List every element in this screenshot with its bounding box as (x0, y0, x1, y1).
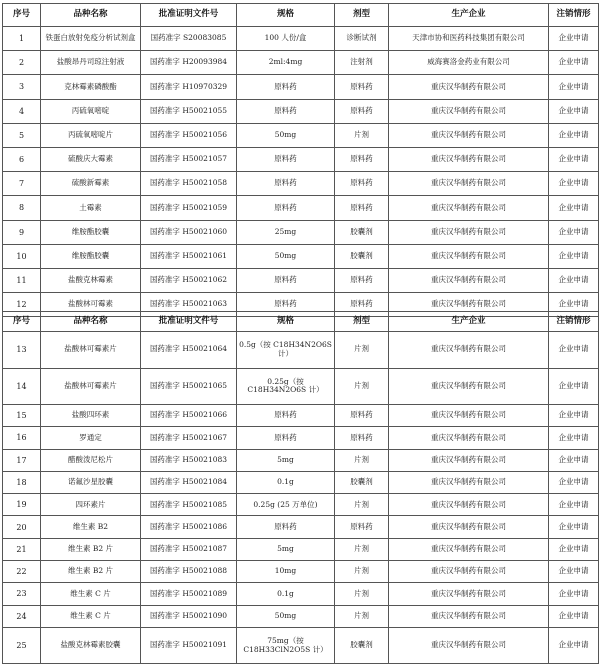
cell-dosage-form: 片剂 (335, 561, 389, 583)
cell-cancel-status: 企业申请 (549, 368, 599, 405)
header-status: 注销情形 (549, 4, 599, 27)
cell-cancel-status: 企业申请 (549, 268, 599, 292)
cell-approval-number: 国药准字 H50021057 (141, 147, 237, 171)
cell-approval-number: 国药准字 H50021090 (141, 605, 237, 627)
table-row (3, 471, 599, 493)
cell-spec: 50mg (237, 605, 335, 627)
cell-manufacturer: 重庆汉华制药有限公司 (389, 244, 549, 268)
cell-approval-number: 国药准字 H50021064 (141, 332, 237, 369)
cell-product-name: 维生素 C 片 (41, 605, 141, 627)
cell-spec: 100 人份/盒 (237, 27, 335, 51)
cell-manufacturer: 重庆汉华制药有限公司 (389, 196, 549, 220)
cell-spec: 0.5g（按 C18H34N2O6S 计） (237, 332, 335, 369)
cell-approval-number: 国药准字 H50021063 (141, 293, 237, 317)
cell-product-name: 盐酸四环素 (41, 405, 141, 427)
table-row (3, 196, 599, 220)
cell-seq: 16 (3, 427, 41, 449)
cell-approval-number: 国药准字 H50021062 (141, 268, 237, 292)
cell-seq: 9 (3, 220, 41, 244)
cell-spec: 50mg (237, 123, 335, 147)
cell-spec: 10mg (237, 561, 335, 583)
cell-product-name: 丙硫氧嘧啶 (41, 99, 141, 123)
cell-cancel-status: 企业申请 (549, 220, 599, 244)
cell-spec: 2ml:4mg (237, 51, 335, 75)
table-row (3, 147, 599, 171)
cell-spec: 5mg (237, 449, 335, 471)
cell-dosage-form: 片剂 (335, 583, 389, 605)
table-row (3, 123, 599, 147)
cell-cancel-status: 企业申请 (549, 196, 599, 220)
cell-cancel-status: 企业申请 (549, 561, 599, 583)
table-row (3, 427, 599, 449)
cell-product-name: 硫酸庆大霉素 (41, 147, 141, 171)
cell-spec: 0.1g (237, 471, 335, 493)
table-row (3, 99, 599, 123)
table-header-row (3, 312, 599, 332)
table-row (3, 220, 599, 244)
table-row (3, 172, 599, 196)
cell-dosage-form: 片剂 (335, 332, 389, 369)
cell-dosage-form: 原料药 (335, 268, 389, 292)
cell-product-name: 盐酸林可霉素 (41, 293, 141, 317)
cell-manufacturer: 重庆汉华制药有限公司 (389, 561, 549, 583)
cell-seq: 13 (3, 332, 41, 369)
cell-cancel-status: 企业申请 (549, 75, 599, 99)
cell-product-name: 罗通定 (41, 427, 141, 449)
cell-product-name: 丙硫氧嘧啶片 (41, 123, 141, 147)
cell-manufacturer: 重庆汉华制药有限公司 (389, 405, 549, 427)
cell-cancel-status: 企业申请 (549, 583, 599, 605)
cell-cancel-status: 企业申请 (549, 449, 599, 471)
cell-seq: 23 (3, 583, 41, 605)
table-row (3, 405, 599, 427)
cell-manufacturer: 重庆汉华制药有限公司 (389, 220, 549, 244)
cell-product-name: 醋酸泼尼松片 (41, 449, 141, 471)
cell-manufacturer: 重庆汉华制药有限公司 (389, 123, 549, 147)
cell-manufacturer: 重庆汉华制药有限公司 (389, 99, 549, 123)
cell-approval-number: 国药准字 H10970329 (141, 75, 237, 99)
cell-cancel-status: 企业申请 (549, 627, 599, 664)
cell-spec: 原料药 (237, 268, 335, 292)
table-row (3, 538, 599, 560)
cell-seq: 4 (3, 99, 41, 123)
cell-cancel-status: 企业申请 (549, 494, 599, 516)
cell-product-name: 维生素 C 片 (41, 583, 141, 605)
cell-seq: 11 (3, 268, 41, 292)
cell-approval-number: 国药准字 H50021059 (141, 196, 237, 220)
cancellation-table-part-2 (2, 311, 599, 664)
cell-cancel-status: 企业申请 (549, 538, 599, 560)
cell-spec: 原料药 (237, 99, 335, 123)
cell-dosage-form: 片剂 (335, 538, 389, 560)
cell-spec: 原料药 (237, 196, 335, 220)
table-row (3, 605, 599, 627)
cell-dosage-form: 原料药 (335, 99, 389, 123)
cell-dosage-form: 原料药 (335, 172, 389, 196)
cell-approval-number: 国药准字 H50021086 (141, 516, 237, 538)
table-header-row (3, 4, 599, 27)
cell-manufacturer: 重庆汉华制药有限公司 (389, 268, 549, 292)
cell-approval-number: 国药准字 H50021085 (141, 494, 237, 516)
cell-cancel-status: 企业申请 (549, 516, 599, 538)
cell-seq: 2 (3, 51, 41, 75)
cell-spec: 原料药 (237, 172, 335, 196)
cell-cancel-status: 企业申请 (549, 605, 599, 627)
table-row (3, 268, 599, 292)
cell-seq: 20 (3, 516, 41, 538)
cell-cancel-status: 企业申请 (549, 427, 599, 449)
cell-dosage-form: 原料药 (335, 405, 389, 427)
header-name: 品种名称 (41, 4, 141, 27)
cell-manufacturer: 天津市协和医药科技集团有限公司 (389, 27, 549, 51)
cell-manufacturer: 重庆汉华制药有限公司 (389, 293, 549, 317)
cell-manufacturer: 威海赛洛金药业有限公司 (389, 51, 549, 75)
cell-cancel-status: 企业申请 (549, 147, 599, 171)
cell-product-name: 维生素 B2 片 (41, 561, 141, 583)
cell-seq: 5 (3, 123, 41, 147)
cell-seq: 14 (3, 368, 41, 405)
table-row (3, 75, 599, 99)
cell-dosage-form: 胶囊剂 (335, 220, 389, 244)
cell-cancel-status: 企业申请 (549, 123, 599, 147)
cell-spec: 原料药 (237, 293, 335, 317)
cell-product-name: 诺氟沙星胶囊 (41, 471, 141, 493)
cell-spec: 原料药 (237, 75, 335, 99)
cell-spec: 原料药 (237, 147, 335, 171)
cell-dosage-form: 原料药 (335, 75, 389, 99)
cell-manufacturer: 重庆汉华制药有限公司 (389, 605, 549, 627)
cell-seq: 21 (3, 538, 41, 560)
cell-manufacturer: 重庆汉华制药有限公司 (389, 516, 549, 538)
cell-approval-number: 国药准字 H50021055 (141, 99, 237, 123)
cell-approval-number: 国药准字 H50021083 (141, 449, 237, 471)
cell-product-name: 盐酸林可霉素片 (41, 332, 141, 369)
header-manufacturer: 生产企业 (389, 4, 549, 27)
cell-approval-number: 国药准字 H50021088 (141, 561, 237, 583)
table-row (3, 332, 599, 369)
table-row (3, 368, 599, 405)
table-row (3, 449, 599, 471)
table-row (3, 27, 599, 51)
cell-approval-number: 国药准字 H50021058 (141, 172, 237, 196)
cell-cancel-status: 企业申请 (549, 172, 599, 196)
cell-dosage-form: 原料药 (335, 196, 389, 220)
cell-product-name: 硫酸新霉素 (41, 172, 141, 196)
cell-manufacturer: 重庆汉华制药有限公司 (389, 583, 549, 605)
cell-product-name: 盐酸昂丹司琼注射液 (41, 51, 141, 75)
cell-manufacturer: 重庆汉华制药有限公司 (389, 368, 549, 405)
cancellation-table-part-1 (2, 3, 599, 317)
cell-dosage-form: 胶囊剂 (335, 627, 389, 664)
cell-product-name: 克林霉素磷酸酯 (41, 75, 141, 99)
cell-manufacturer: 重庆汉华制药有限公司 (389, 627, 549, 664)
cell-dosage-form: 胶囊剂 (335, 471, 389, 493)
cell-seq: 19 (3, 494, 41, 516)
cell-product-name: 维胺酯胶囊 (41, 220, 141, 244)
cell-dosage-form: 原料药 (335, 516, 389, 538)
cell-cancel-status: 企业申请 (549, 471, 599, 493)
cell-dosage-form: 片剂 (335, 368, 389, 405)
cell-dosage-form: 片剂 (335, 449, 389, 471)
cell-product-name: 盐酸克林霉素胶囊 (41, 627, 141, 664)
cell-manufacturer: 重庆汉华制药有限公司 (389, 471, 549, 493)
cell-product-name: 维生素 B2 片 (41, 538, 141, 560)
cell-manufacturer: 重庆汉华制药有限公司 (389, 147, 549, 171)
header-seq: 序号 (3, 4, 41, 27)
cell-spec: 50mg (237, 244, 335, 268)
cell-seq: 1 (3, 27, 41, 51)
cell-approval-number: 国药准字 H50021056 (141, 123, 237, 147)
cell-approval-number: 国药准字 H50021067 (141, 427, 237, 449)
cell-seq: 25 (3, 627, 41, 664)
cell-dosage-form: 原料药 (335, 427, 389, 449)
cell-spec: 25mg (237, 220, 335, 244)
cell-product-name: 维生素 B2 (41, 516, 141, 538)
cell-seq: 15 (3, 405, 41, 427)
header-dosage: 剂型 (335, 312, 389, 332)
cell-seq: 8 (3, 196, 41, 220)
cell-spec: 0.25g（按 C18H34N2O6S 计） (237, 368, 335, 405)
cell-spec: 0.1g (237, 583, 335, 605)
header-spec: 规格 (237, 4, 335, 27)
cell-approval-number: 国药准字 H50021060 (141, 220, 237, 244)
cell-approval-number: 国药准字 H50021061 (141, 244, 237, 268)
cell-manufacturer: 重庆汉华制药有限公司 (389, 449, 549, 471)
table-row (3, 583, 599, 605)
cell-product-name: 维胺酯胶囊 (41, 244, 141, 268)
cell-manufacturer: 重庆汉华制药有限公司 (389, 494, 549, 516)
header-approval: 批准证明文件号 (141, 312, 237, 332)
cell-cancel-status: 企业申请 (549, 293, 599, 317)
cell-dosage-form: 注射剂 (335, 51, 389, 75)
cell-approval-number: 国药准字 H50021084 (141, 471, 237, 493)
cell-product-name: 盐酸克林霉素 (41, 268, 141, 292)
cell-seq: 18 (3, 471, 41, 493)
header-seq: 序号 (3, 312, 41, 332)
cell-manufacturer: 重庆汉华制药有限公司 (389, 538, 549, 560)
cell-seq: 7 (3, 172, 41, 196)
cell-cancel-status: 企业申请 (549, 332, 599, 369)
cell-dosage-form: 片剂 (335, 605, 389, 627)
cell-seq: 17 (3, 449, 41, 471)
cell-cancel-status: 企业申请 (549, 244, 599, 268)
cell-cancel-status: 企业申请 (549, 51, 599, 75)
table-row (3, 244, 599, 268)
cell-approval-number: 国药准字 H50021066 (141, 405, 237, 427)
cell-approval-number: 国药准字 H50021065 (141, 368, 237, 405)
cell-manufacturer: 重庆汉华制药有限公司 (389, 427, 549, 449)
cell-manufacturer: 重庆汉华制药有限公司 (389, 75, 549, 99)
cell-dosage-form: 诊断试剂 (335, 27, 389, 51)
cell-dosage-form: 原料药 (335, 293, 389, 317)
cell-seq: 6 (3, 147, 41, 171)
cell-spec: 0.25g (25 万单位) (237, 494, 335, 516)
cell-dosage-form: 胶囊剂 (335, 244, 389, 268)
cell-seq: 12 (3, 293, 41, 317)
cell-spec: 原料药 (237, 427, 335, 449)
cell-dosage-form: 片剂 (335, 123, 389, 147)
cell-approval-number: 国药准字 S20083085 (141, 27, 237, 51)
cell-dosage-form: 原料药 (335, 147, 389, 171)
cell-spec: 原料药 (237, 405, 335, 427)
table-row (3, 516, 599, 538)
table-row (3, 494, 599, 516)
cell-seq: 10 (3, 244, 41, 268)
cell-spec: 原料药 (237, 516, 335, 538)
header-manufacturer: 生产企业 (389, 312, 549, 332)
header-dosage: 剂型 (335, 4, 389, 27)
cell-seq: 3 (3, 75, 41, 99)
cell-approval-number: 国药准字 H20093984 (141, 51, 237, 75)
cell-approval-number: 国药准字 H50021091 (141, 627, 237, 664)
cell-product-name: 盐酸林可霉素片 (41, 368, 141, 405)
table-row (3, 627, 599, 664)
cell-product-name: 土霉素 (41, 196, 141, 220)
header-name: 品种名称 (41, 312, 141, 332)
cell-seq: 24 (3, 605, 41, 627)
cell-manufacturer: 重庆汉华制药有限公司 (389, 172, 549, 196)
cell-seq: 22 (3, 561, 41, 583)
cell-spec: 75mg（按 C18H33ClN2O5S 计） (237, 627, 335, 664)
cell-product-name: 四环素片 (41, 494, 141, 516)
cell-approval-number: 国药准字 H50021087 (141, 538, 237, 560)
cell-product-name: 铁蛋白放射免疫分析试剂盒 (41, 27, 141, 51)
cell-cancel-status: 企业申请 (549, 405, 599, 427)
header-status: 注销情形 (549, 312, 599, 332)
cell-spec: 5mg (237, 538, 335, 560)
cell-dosage-form: 片剂 (335, 494, 389, 516)
table-row (3, 561, 599, 583)
table-row (3, 51, 599, 75)
cell-manufacturer: 重庆汉华制药有限公司 (389, 332, 549, 369)
header-spec: 规格 (237, 312, 335, 332)
header-approval: 批准证明文件号 (141, 4, 237, 27)
cell-approval-number: 国药准字 H50021089 (141, 583, 237, 605)
cell-cancel-status: 企业申请 (549, 27, 599, 51)
cell-cancel-status: 企业申请 (549, 99, 599, 123)
